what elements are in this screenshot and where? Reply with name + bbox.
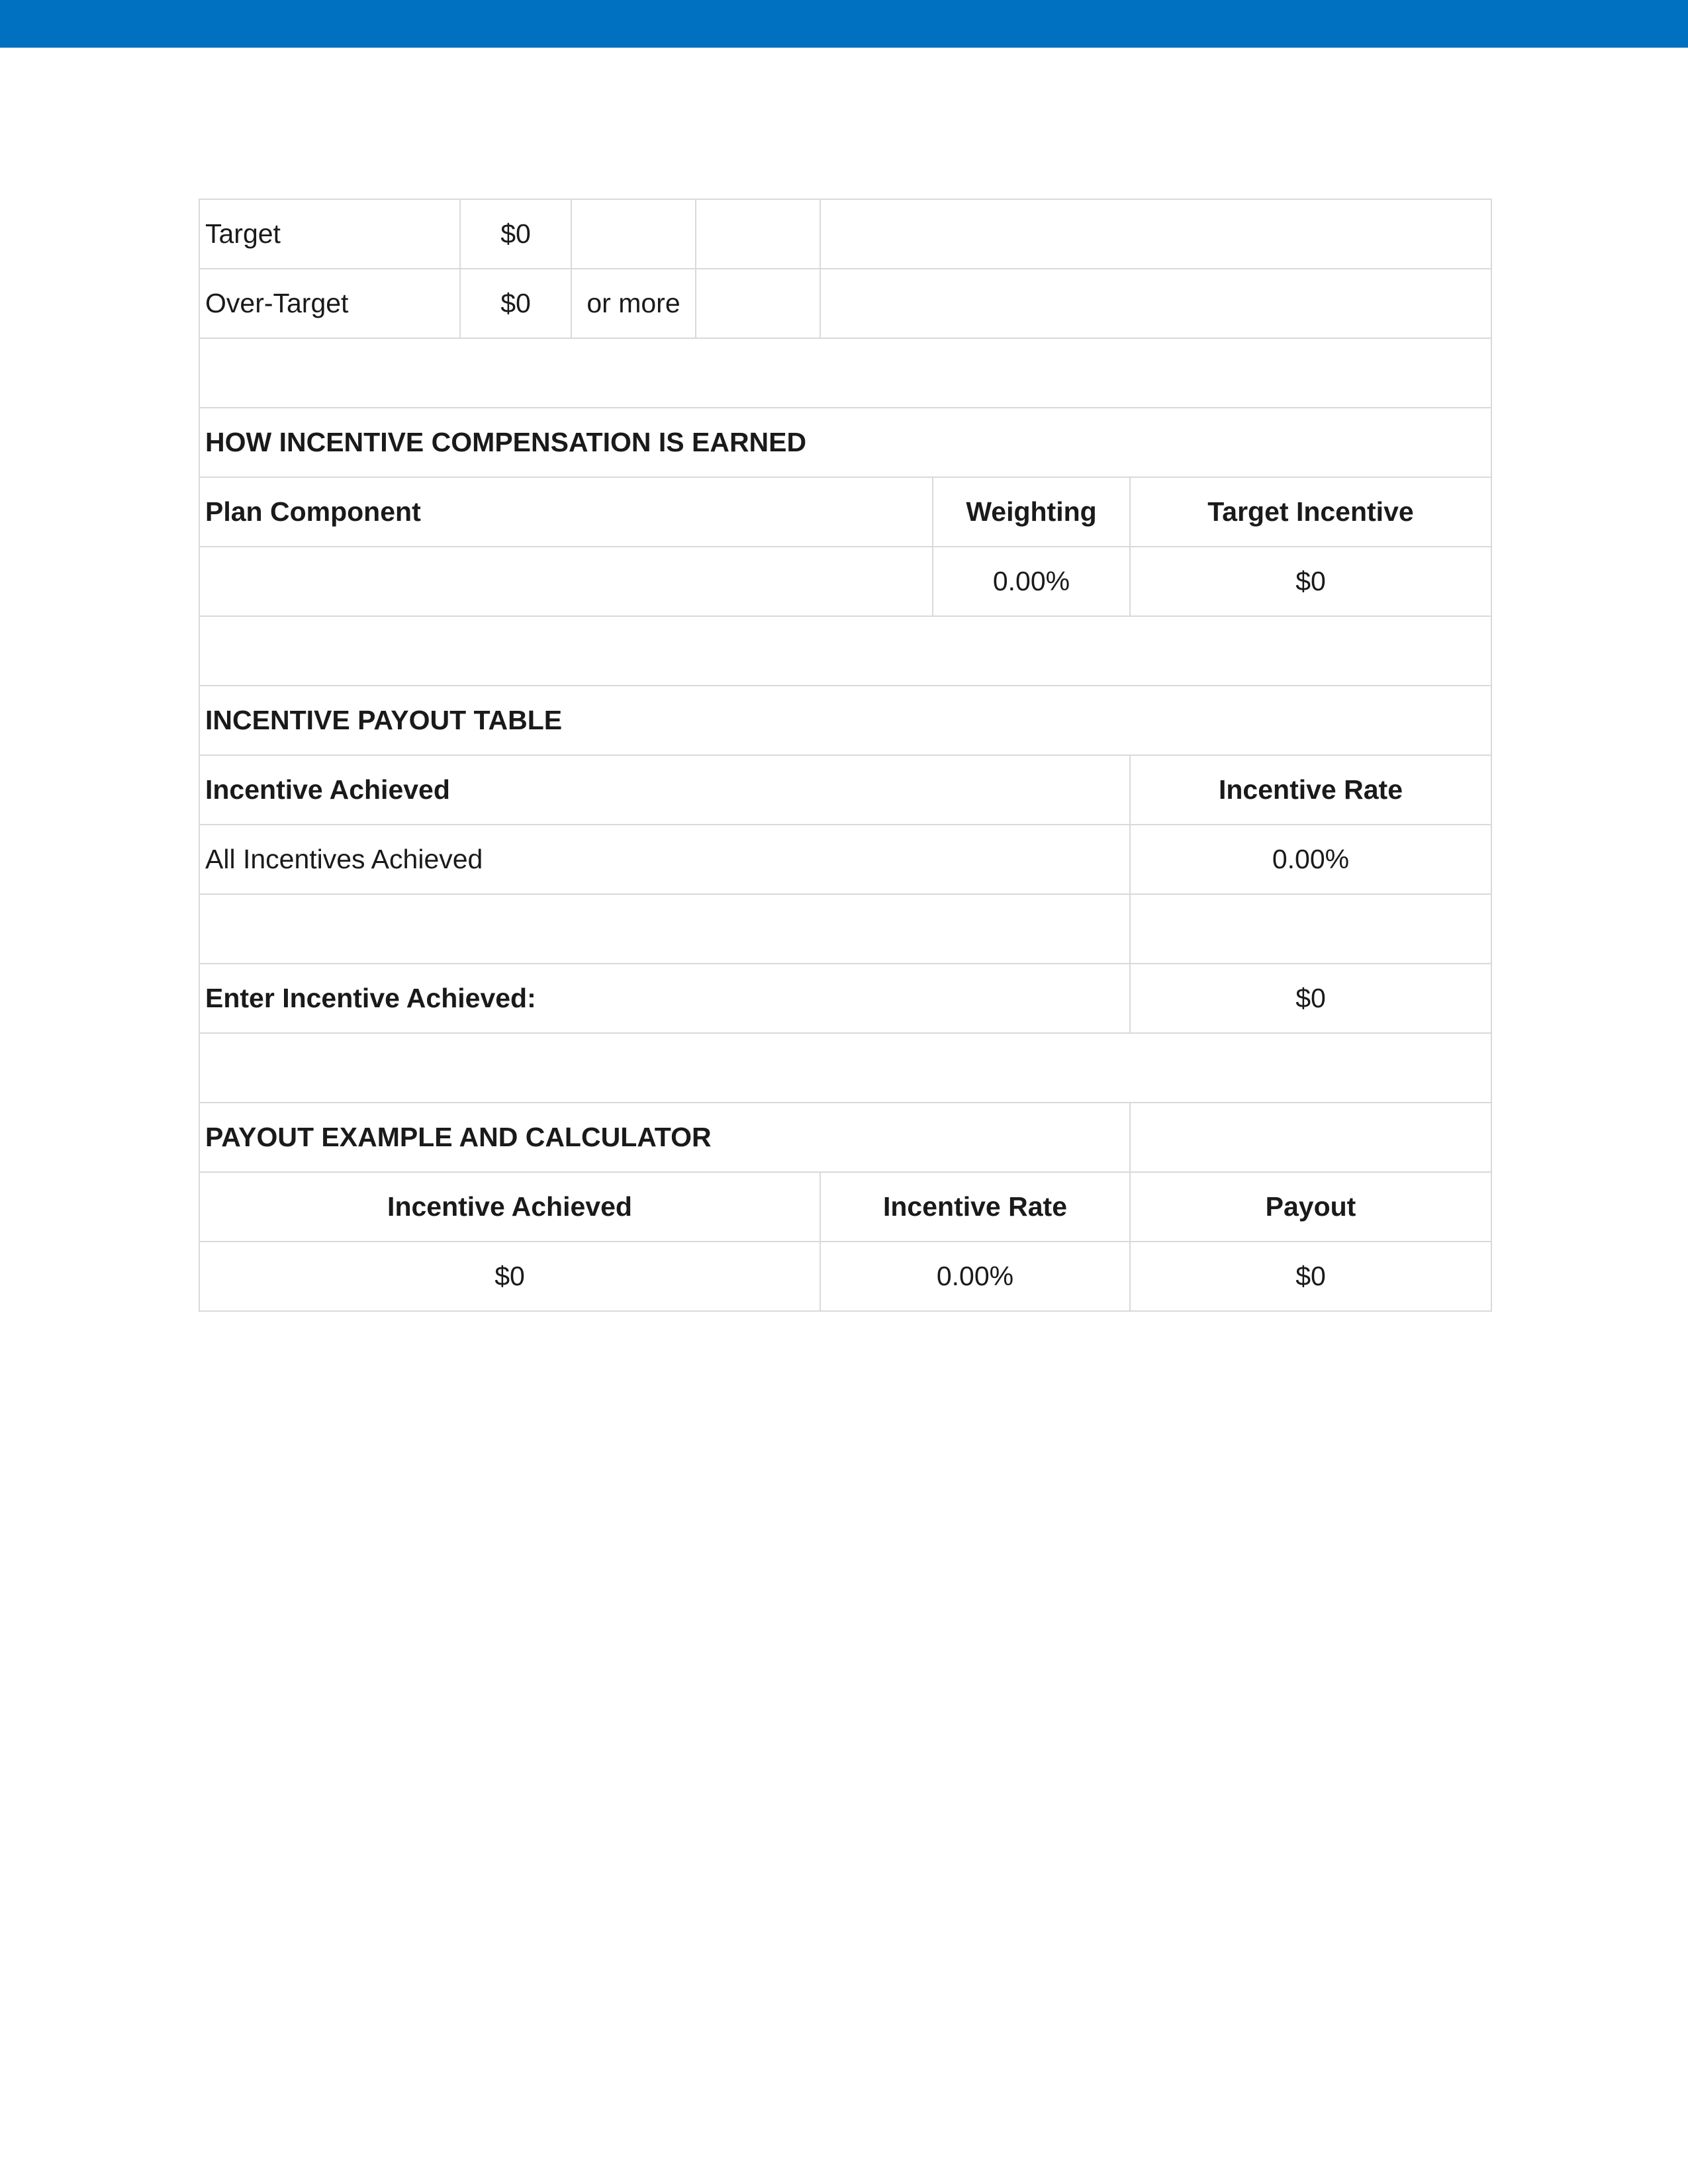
empty-cell: [1130, 1103, 1491, 1172]
earned-section-heading: HOW INCENTIVE COMPENSATION IS EARNED: [199, 408, 1491, 477]
empty-cell: [820, 199, 1491, 269]
earned-heading-row: [199, 408, 1491, 477]
spacer-row: [199, 616, 1491, 686]
payout-table-heading-row: [199, 686, 1491, 755]
payout-table-data-row: [199, 825, 1491, 894]
incentive-plan-sheet: [199, 199, 1492, 1312]
calculator-data-row: [199, 1242, 1491, 1311]
quota-note-target: [571, 199, 696, 269]
earned-data-row: [199, 547, 1491, 616]
calc-incentive-rate-header: Incentive Rate: [820, 1172, 1130, 1242]
empty-cell: [1130, 894, 1491, 964]
empty-cell: [199, 894, 1130, 964]
quota-label-over-target: Over-Target: [199, 269, 460, 338]
empty-cell: [696, 269, 820, 338]
incentive-achieved-cell: All Incentives Achieved: [199, 825, 1130, 894]
incentive-rate-cell[interactable]: 0.00%: [1130, 825, 1491, 894]
quota-amount-target[interactable]: $0: [460, 199, 571, 269]
spacer-row: [199, 338, 1491, 408]
calculator-heading-row: [199, 1103, 1491, 1172]
calculator-header-row: [199, 1172, 1491, 1242]
plan-component-header: Plan Component: [199, 477, 933, 547]
payout-table-heading: INCENTIVE PAYOUT TABLE: [199, 686, 1491, 755]
enter-incentive-label: Enter Incentive Achieved:: [199, 964, 1130, 1033]
top-header-bar: [0, 0, 1688, 48]
empty-cell: [696, 199, 820, 269]
incentive-achieved-header: Incentive Achieved: [199, 755, 1130, 825]
quota-note-over-target: or more: [571, 269, 696, 338]
payout-table-empty-row: [199, 894, 1491, 964]
payout-table-header-row: [199, 755, 1491, 825]
enter-incentive-row: [199, 964, 1491, 1033]
calc-incentive-achieved-cell: $0: [199, 1242, 820, 1311]
quota-row-over-target: [199, 269, 1491, 338]
calc-payout-cell: $0: [1130, 1242, 1491, 1311]
incentive-rate-header: Incentive Rate: [1130, 755, 1491, 825]
weighting-cell[interactable]: 0.00%: [933, 547, 1130, 616]
calc-payout-header: Payout: [1130, 1172, 1491, 1242]
calculator-heading: PAYOUT EXAMPLE AND CALCULATOR: [199, 1103, 1130, 1172]
spacer-row: [199, 1033, 1491, 1103]
calc-incentive-rate-cell: 0.00%: [820, 1242, 1130, 1311]
earned-header-row: [199, 477, 1491, 547]
target-incentive-header: Target Incentive: [1130, 477, 1491, 547]
enter-incentive-input[interactable]: $0: [1130, 964, 1491, 1033]
target-incentive-cell: $0: [1130, 547, 1491, 616]
empty-cell: [820, 269, 1491, 338]
weighting-header: Weighting: [933, 477, 1130, 547]
plan-component-cell[interactable]: [199, 547, 933, 616]
quota-row-target: [199, 199, 1491, 269]
calc-incentive-achieved-header: Incentive Achieved: [199, 1172, 820, 1242]
quota-label-target: Target: [199, 199, 460, 269]
quota-amount-over-target[interactable]: $0: [460, 269, 571, 338]
